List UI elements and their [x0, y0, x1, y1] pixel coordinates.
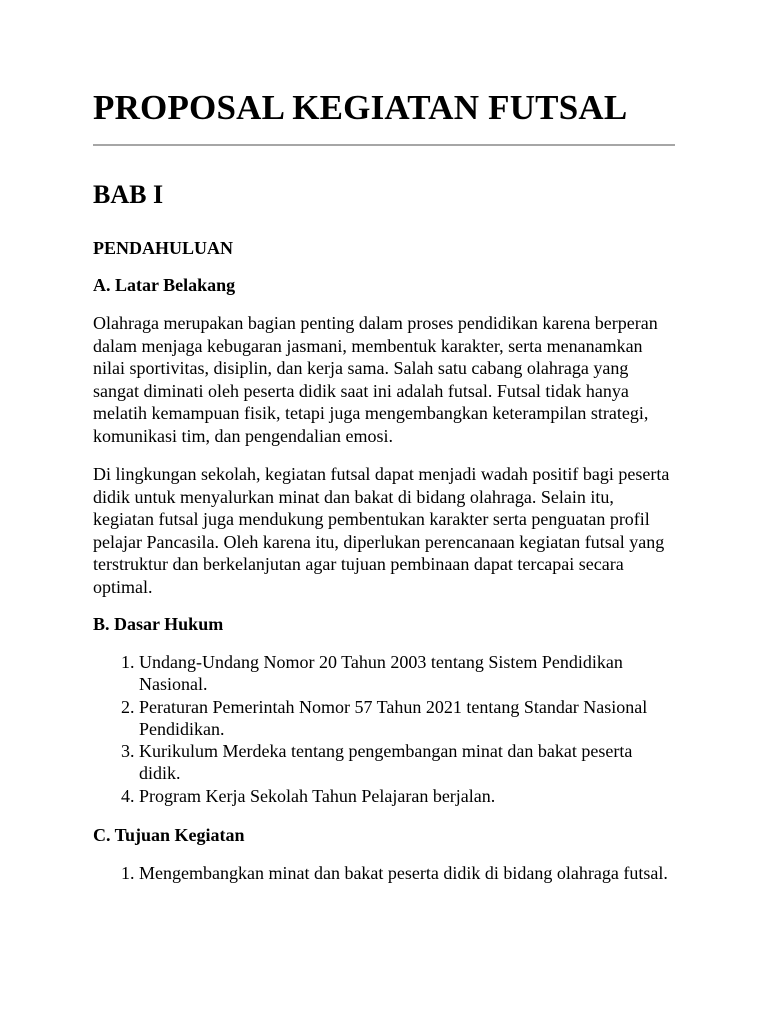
- list-item: 1. Undang-Undang Nomor 20 Tahun 2003 tentang Sistem Pendidikan Nasional.: [139, 651, 675, 696]
- list-item: 2. Peraturan Pemerintah Nomor 57 Tahun 2021 tentang Standar Nasional Pendidikan.: [139, 696, 675, 741]
- title-divider: [93, 144, 675, 146]
- objectives-list: [93, 862, 675, 884]
- section-a-paragraph-2: Di lingkungan sekolah, kegiatan futsal dapat menjadi wadah positif bagi peserta didik untuk menyalurkan minat dan bakat di bidang olahraga. Selain itu, kegiatan futsal juga mendukung pembentukan karakter serta penguatan profil pelajar Pancasila. Oleh karena itu, diperlukan perencanaan kegiatan futsal yang terstruktur dan berkelanjutan agar tujuan pembinaan dapat tercapai secara optimal.: [93, 464, 670, 597]
- list-item: 1. Mengembangkan minat dan bakat peserta didik di bidang olahraga futsal.: [139, 862, 675, 884]
- document-title: PROPOSAL KEGIATAN FUTSAL: [93, 88, 628, 127]
- section-c-heading: C. Tujuan Kegiatan: [93, 825, 245, 846]
- chapter-title: PENDAHULUAN: [93, 238, 234, 258]
- section-b-heading: B. Dasar Hukum: [93, 614, 224, 634]
- chapter-heading: BAB I: [93, 180, 164, 209]
- list-item: 4. Program Kerja Sekolah Tahun Pelajaran berjalan.: [139, 785, 675, 807]
- legal-basis-list: [93, 651, 675, 807]
- section-a-heading: A. Latar Belakang: [93, 275, 236, 295]
- list-item: 3. Kurikulum Merdeka tentang pengembangan minat dan bakat peserta didik.: [139, 740, 675, 785]
- section-a-paragraph-1: Olahraga merupakan bagian penting dalam proses pendidikan karena berperan dalam menjaga kebugaran jasmani, membentuk karakter, serta menanamkan nilai sportivitas, disiplin, dan kerja sama. Salah satu cabang olahraga yang sangat diminati oleh peserta didik saat ini adalah futsal. Futsal tidak hanya melatih kemampuan fisik, tetapi juga mengembangkan keterampilan strategi, komunikasi tim, dan pengendalian emosi.: [93, 313, 658, 446]
